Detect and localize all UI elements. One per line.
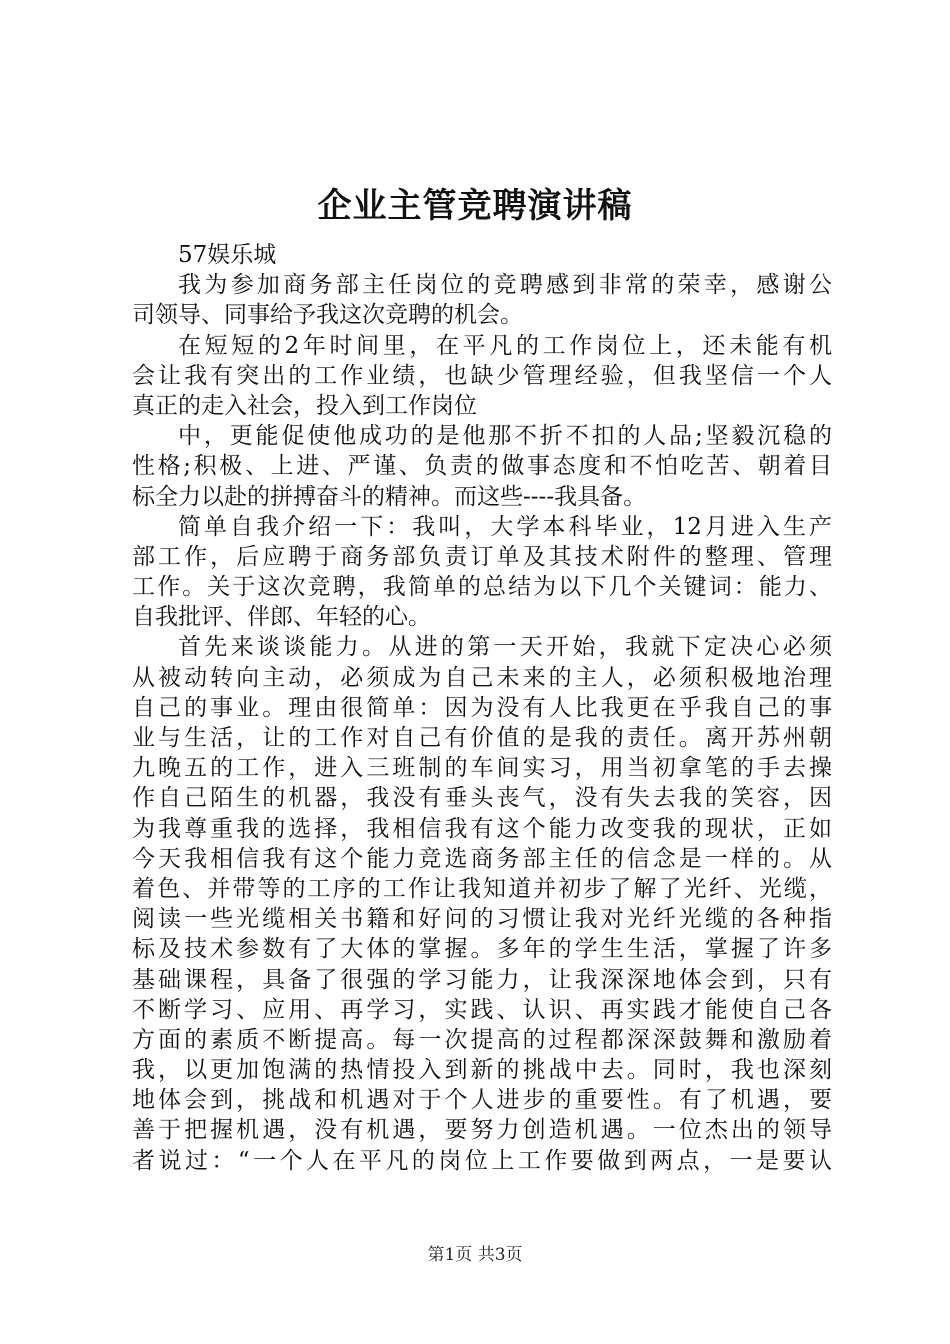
text-line: 司领导、同事给予我这次竞聘的机会。 [132,302,523,329]
text-line: 标及技术参数有了大体的掌握。多年的学生生活，掌握了许多 [132,936,832,963]
text-line: 会让我有突出的工作业绩，也缺少管理经验，但我坚信一个人 [132,362,832,389]
text-line: 今天我相信我有这个能力竞选商务部主任的信念是一样的。从 [132,845,832,872]
text-line: 我为参加商务部主任岗位的竞聘感到非常的荣幸，感谢公 [178,272,832,299]
text-line: 不断学习、应用、再学习，实践、认识、再实践才能使自己各 [132,996,832,1023]
text-line: 标全力以赴的拼搏奋斗的精神。而这些----我具备。 [132,483,647,510]
text-line: 者说过：“一个人在平凡的岗位上工作要做到两点，一是要认 [132,1147,832,1174]
document-body [132,240,832,1176]
page-number: 第1页 共3页 [427,1245,523,1265]
text-line: 57娱乐城 [178,242,277,268]
text-line: 地体会到，挑战和机遇对于个人进步的重要性。有了机遇，要 [132,1087,832,1114]
text-line: 方面的素质不断提高。每一次提高的过程都深深鼓舞和激励着 [132,1026,832,1053]
text-line: 真正的走入社会，投入到工作岗位 [132,392,477,419]
text-line: 首先来谈谈能力。从进的第一天开始，我就下定决心必须 [178,634,832,661]
text-line: 业与生活，让的工作对自己有价值的是我的责任。离开苏州朝 [132,725,832,751]
text-line: 在短短的2年时间里，在平凡的工作岗位上，还未能有机 [178,332,832,359]
text-line: 我，以更加饱满的热情投入到新的挑战中去。同时，我也深刻 [132,1057,832,1084]
text-line: 部工作，后应聘于商务部负责订单及其技术附件的整理、管理 [132,543,832,570]
text-line: 基础课程，具备了很强的学习能力，让我深深地体会到，只有 [132,966,832,993]
text-line: 作自己陌生的机器，我没有垂头丧气，没有失去我的笑容，因 [132,785,832,812]
text-line: 着色、并带等的工序的工作让我知道并初步了解了光纤、光缆， [132,875,832,902]
document-title: 企业主管竞聘演讲稿 [317,186,633,226]
text-line: 为我尊重我的选择，我相信我有这个能力改变我的现状，正如 [132,815,832,842]
text-line: 工作。关于这次竞聘，我简单的总结为以下几个关键词：能力、 [132,574,832,601]
text-line: 九晚五的工作，进入三班制的车间实习，用当初拿笔的手去操 [132,755,832,782]
text-line: 自我批评、伴郎、年轻的心。 [132,604,431,631]
text-line: 中，更能促使他成功的是他那不折不扣的人品;坚毅沉稳的 [178,423,832,450]
text-line: 简单自我介绍一下：我叫，大学本科毕业，12月进入生产 [178,513,832,540]
text-line: 从被动转向主动，必须成为自己未来的主人，必须积极地治理 [132,664,832,691]
text-line: 阅读一些光缆相关书籍和好问的习惯让我对光纤光缆的各种指 [132,906,832,933]
text-line: 自己的事业。理由很简单：因为没有人比我更在乎我自己的事 [132,694,832,721]
text-line: 善于把握机遇，没有机遇，要努力创造机遇。一位杰出的领导 [132,1117,832,1144]
text-line: 性格;积极、上进、严谨、负责的做事态度和不怕吃苦、朝着目 [132,453,832,480]
